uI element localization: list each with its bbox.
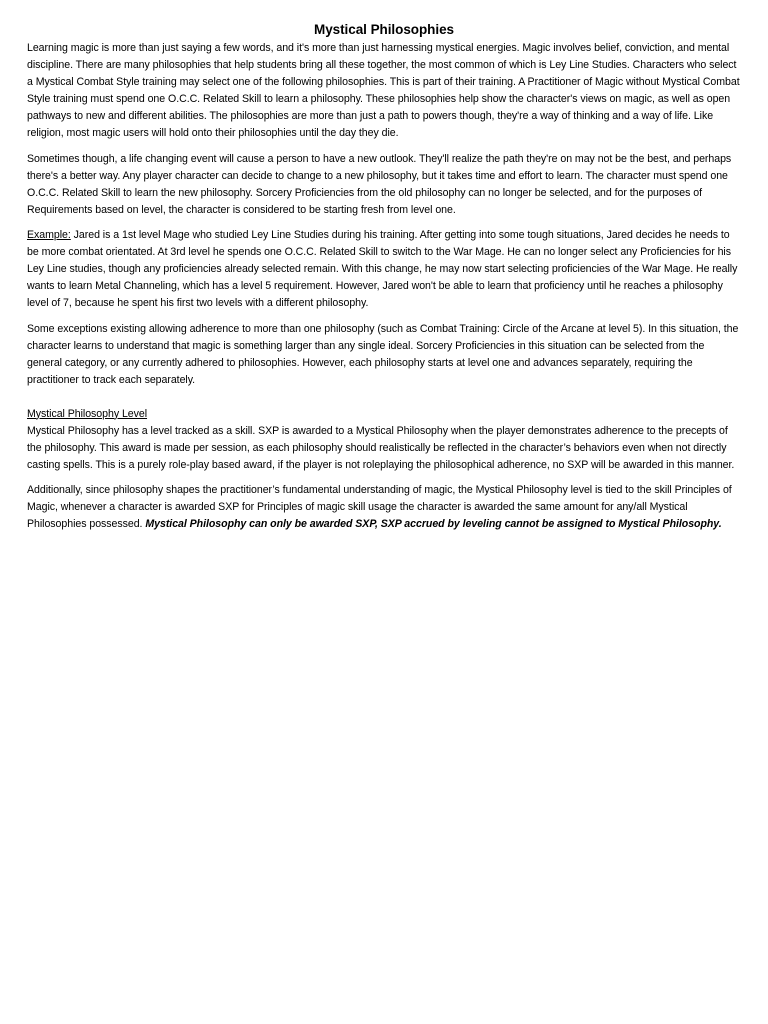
paragraph-changing-philosophy: Sometimes though, a life changing event will cause a person to have a new outlook. They'll realize the path they're on may not be the best, and perhaps there's a better way. Any player character can decide to change to a new philosophy, but it takes time and effort to learn. The character must spend one O.C.C. Related Skill to learn the new philosophy. Sorcery Proficiencies from the old philosophy can no longer be selected, and for the purposes of Requirements based on level, the character is considered to be starting fresh from level one. bbox=[27, 152, 732, 216]
page-title: Mystical Philosophies bbox=[314, 22, 454, 37]
document-page bbox=[27, 20, 741, 542]
paragraph-level-tracking: Mystical Philosophy has a level tracked as a skill. SXP is awarded to a Mystical Philosophy when the player demonstrates adherence to the precepts of the philosophy. This award is made per session, as each philosophy should realistically be reflected in the character’s behaviors even when not directly casting spells. This is a purely role-play based award, if the player is not roleplaying the philosophical adherence, no SXP will be awarded in this manner. bbox=[27, 424, 735, 471]
principles-text: Additionally, since philosophy shapes the practitioner’s fundamental understanding of magic, the Mystical Philosophy level is tied to the skill Principles of Magic, whenever a character is awarded SXP for Principles of magic skill usage the character is awarded the same amount for any/all Mystical Philosophies possessed. bbox=[27, 484, 732, 530]
paragraph-principles-of-magic bbox=[27, 482, 741, 533]
paragraph-exceptions: Some exceptions existing allowing adherence to more than one philosophy (such as Combat Training: Circle of the Arcane at level 5). In this situation, the character learns to understand that magic is something larger than any single ideal. Sorcery Proficiencies in this situation can be selected from the general category, or any currently adhered to philosophies. However, each philosophy starts at level one and advances separately, requiring the practitioner to track each separately. bbox=[27, 322, 739, 386]
sxp-rule-emphasis: Mystical Philosophy can only be awarded SXP, SXP accrued by leveling cannot be assigned to Mystical Philosophy. bbox=[145, 518, 722, 530]
section-heading: Mystical Philosophy Level bbox=[27, 407, 148, 420]
example-label: Example: bbox=[27, 229, 71, 241]
example-text: Jared is a 1st level Mage who studied Ley Line Studies during his training. After getting into some tough situations, Jared decides he needs to be more combat orientated. At 3rd level he spends one O.C.C. Related Skill to switch to the War Mage. He can no longer select any Proficiencies for his Ley Line studies, though any proficiencies already selected remain. With this change, he may now start selecting proficiencies of the War Mage. He really wants to learn Metal Channeling, which has a level 5 requirement. However, Jared won't be able to learn that proficiency until he reaches a philosophy level of 7, because he spent his first two levels with a different philosophy. bbox=[27, 229, 738, 309]
paragraph-intro: Learning magic is more than just saying a few words, and it's more than just harnessing mystical energies. Magic involves belief, conviction, and mental discipline. There are many philosophies that help students bring all these together, the most common of which is Ley Line Studies. Characters who select a Mystical Combat Style training may select one of the following philosophies. This is part of their training. A Practitioner of Magic without Mystical Combat Style training must spend one O.C.C. Related Skill to learn a philosophy. These philosophies help show the character's views on magic, as well as open pathways to new and different abilities. The philosophies are more than just a path to powers though, they're a way of thinking and a way of life. Like religion, most magic users will hold onto their philosophies until the day they die. bbox=[27, 42, 740, 139]
paragraph-example bbox=[27, 227, 741, 312]
